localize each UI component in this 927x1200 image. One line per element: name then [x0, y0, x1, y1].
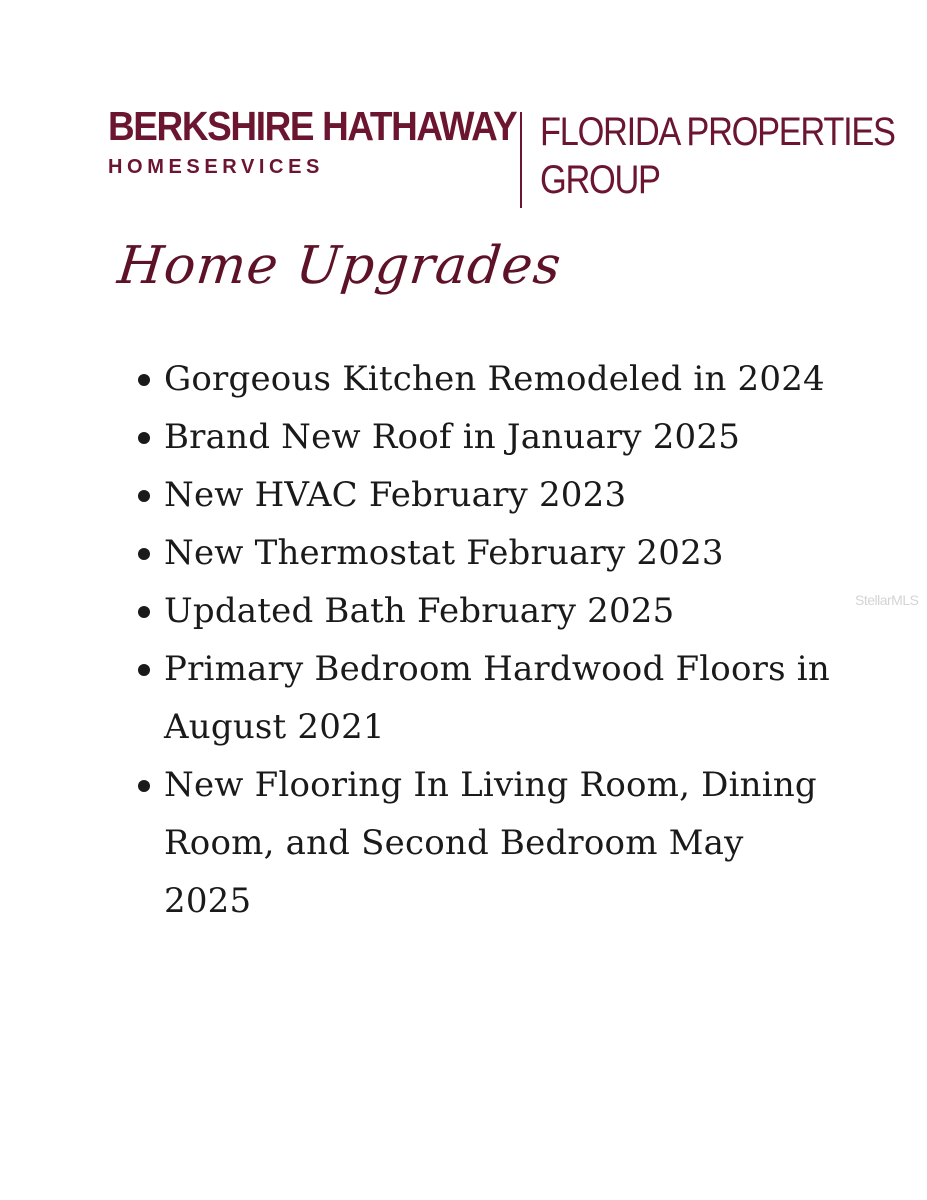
- brand-name: BERKSHIRE HATHAWAY: [108, 103, 517, 149]
- bullet-icon: [138, 490, 150, 502]
- brand-block: [108, 103, 562, 178]
- bullet-icon: [138, 432, 150, 444]
- group-name: [540, 108, 895, 204]
- upgrade-item-bath: [136, 582, 836, 640]
- upgrade-item-kitchen: [136, 350, 836, 408]
- bullet-icon: [138, 664, 150, 676]
- upgrade-item-text: New Thermostat February 2023: [164, 533, 724, 573]
- upgrades-list: [136, 350, 836, 930]
- group-name-line-2: GROUP: [540, 158, 660, 202]
- upgrade-item-flooring: [136, 756, 836, 930]
- group-name-line-1: FLORIDA PROPERTIES: [540, 110, 895, 154]
- upgrade-item-text: Updated Bath February 2025: [164, 591, 675, 631]
- upgrade-item-hardwood: [136, 640, 836, 756]
- brand-subtitle: HOMESERVICES: [108, 156, 324, 178]
- company-logo: [108, 103, 895, 210]
- bullet-icon: [138, 606, 150, 618]
- bullet-icon: [138, 548, 150, 560]
- upgrade-item-text: Brand New Roof in January 2025: [164, 417, 741, 457]
- upgrade-item-text: Primary Bedroom Hardwood Floors in August 2021: [164, 649, 830, 747]
- upgrade-item-roof: [136, 408, 836, 466]
- upgrade-item-thermostat: [136, 524, 836, 582]
- upgrade-item-hvac: [136, 466, 836, 524]
- bullet-icon: [138, 374, 150, 386]
- upgrade-item-text: New HVAC February 2023: [164, 475, 627, 515]
- page-heading: Home Upgrades: [114, 236, 565, 296]
- bullet-icon: [138, 780, 150, 792]
- mls-watermark: StellarMLS: [855, 592, 919, 608]
- upgrade-item-text: New Flooring In Living Room, Dining Room, and Second Bedroom May 2025: [164, 765, 817, 921]
- upgrade-item-text: Gorgeous Kitchen Remodeled in 2024: [164, 359, 825, 399]
- logo-divider: [520, 112, 522, 208]
